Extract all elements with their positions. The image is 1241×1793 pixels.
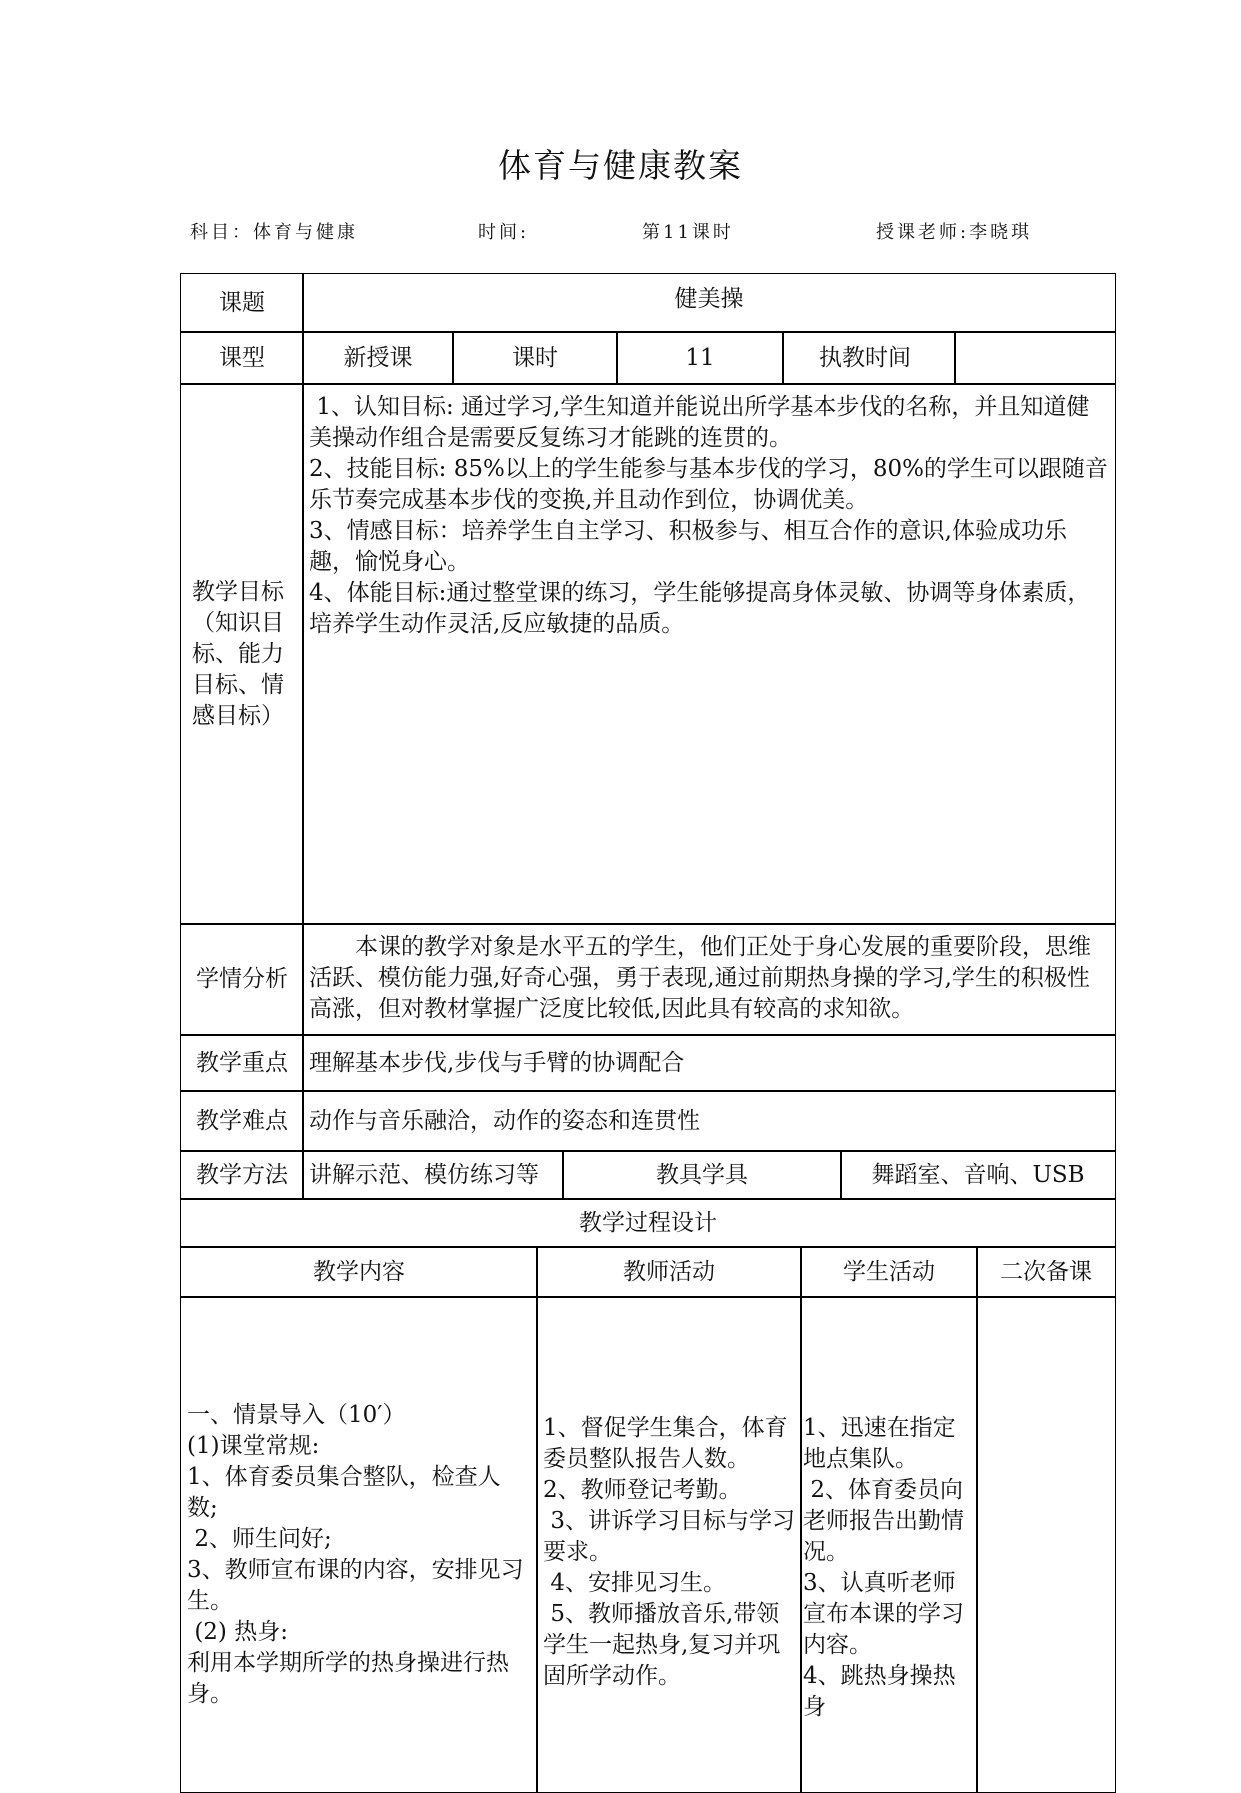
exec-time-label: 执教时间 — [782, 331, 956, 385]
content-line: 利用本学期所学的热身操进行热身。 — [187, 1650, 509, 1707]
student-activity-line: 2、体育委员向老师报告出勤情况。 — [803, 1477, 964, 1565]
hours-label: 课时 — [452, 331, 618, 385]
student-activity-line: 3、认真听老师宣布本课的学习内容。 — [803, 1570, 964, 1658]
difficulty-value: 动作与音乐融洽，动作的姿态和连贯性 — [302, 1090, 1116, 1152]
hours-value: 11 — [616, 331, 784, 385]
content-line: (1)课堂常规: — [187, 1433, 320, 1459]
col-content-header: 教学内容 — [180, 1246, 538, 1298]
exec-time-value — [954, 331, 1116, 385]
content-line: 3、教师宣布课的内容，安排见习生。 — [187, 1557, 524, 1614]
topic-value: 健美操 — [302, 273, 1116, 333]
method-value: 讲解示范、模仿练习等 — [302, 1150, 564, 1200]
tools-label: 教具学具 — [562, 1150, 842, 1200]
col-student-header: 学生活动 — [800, 1246, 978, 1298]
analysis-content: 本课的教学对象是水平五的学生，他们正处于身心发展的重要阶段，思维活跃、模仿能力强,好奇心强，勇于表现,通过前期热身操的学习,学生的积极性高涨，但对教材掌握广泛度比较低,因此具有较高的求知欲。 — [302, 923, 1116, 1036]
type-label: 课型 — [180, 331, 304, 385]
period-label: 第11课时 — [642, 222, 734, 243]
topic-label: 课题 — [180, 273, 304, 333]
teacher-activity-line: 1、督促学生集合，体育委员整队报告人数。 — [543, 1415, 788, 1472]
goal-physical: 4、体能目标:通过整堂课的练习，学生能够提高身体灵敏、协调等身体素质，培养学生动作灵活,反应敏捷的品质。 — [309, 580, 1091, 637]
notes-cell — [976, 1296, 1116, 1793]
content-line: 一、情景导入（10′） — [187, 1402, 406, 1428]
difficulty-label: 教学难点 — [180, 1090, 304, 1152]
goals-label-text: 教学目标（知识目标、能力目标、情感目标） — [192, 578, 284, 729]
teacher-activity-line: 4、安排见习生。 — [543, 1570, 726, 1596]
content-line: 1、体育委员集合整队，检查人数; — [187, 1464, 501, 1521]
tools-value: 舞蹈室、音响、USB — [840, 1150, 1116, 1200]
document-title: 体育与健康教案 — [498, 146, 743, 185]
analysis-label: 学情分析 — [180, 923, 304, 1036]
teacher-label: 授课老师:李晓琪 — [876, 222, 1033, 243]
teacher-activity-line: 2、教师登记考勤。 — [543, 1477, 742, 1503]
subject-label: 科目：体育与健康 — [190, 222, 358, 243]
method-label: 教学方法 — [180, 1150, 304, 1200]
content-line: (2) 热身: — [187, 1619, 288, 1645]
type-value: 新授课 — [302, 331, 454, 385]
key-value: 理解基本步伐,步伐与手臂的协调配合 — [302, 1034, 1116, 1092]
key-label: 教学重点 — [180, 1034, 304, 1092]
teacher-activity-cell — [536, 1296, 802, 1793]
content-line: 2、师生问好; — [187, 1526, 332, 1552]
goal-emotion: 3、情感目标：培养学生自主学习、积极参与、相互合作的意识,体验成功乐趣，愉悦身心。 — [309, 518, 1067, 575]
col-teacher-header: 教师活动 — [536, 1246, 802, 1298]
content-cell — [180, 1296, 538, 1793]
goals-label — [180, 383, 304, 925]
process-title: 教学过程设计 — [180, 1198, 1116, 1248]
teacher-activity-line: 3、讲诉学习目标与学习要求。 — [543, 1508, 795, 1565]
student-activity-cell — [800, 1296, 978, 1793]
goals-content — [302, 383, 1116, 925]
student-activity-line: 4、跳热身操热身 — [803, 1663, 956, 1720]
time-label: 时间: — [478, 222, 530, 243]
goal-skill: 2、技能目标: 85%以上的学生能参与基本步伐的学习，80%的学生可以跟随音乐节奏完成基本步伐的变换,并且动作到位，协调优美。 — [309, 456, 1108, 513]
student-activity-line: 1、迅速在指定地点集队。 — [803, 1415, 956, 1472]
teacher-activity-line: 5、教师播放音乐,带领学生一起热身,复习并巩固所学动作。 — [543, 1601, 781, 1689]
goal-cognitive: 1、认知目标: 通过学习,学生知道并能说出所学基本步伐的名称，并且知道健美操动作组合是需要反复练习才能跳的连贯的。 — [309, 394, 1090, 451]
col-notes-header: 二次备课 — [976, 1246, 1116, 1298]
